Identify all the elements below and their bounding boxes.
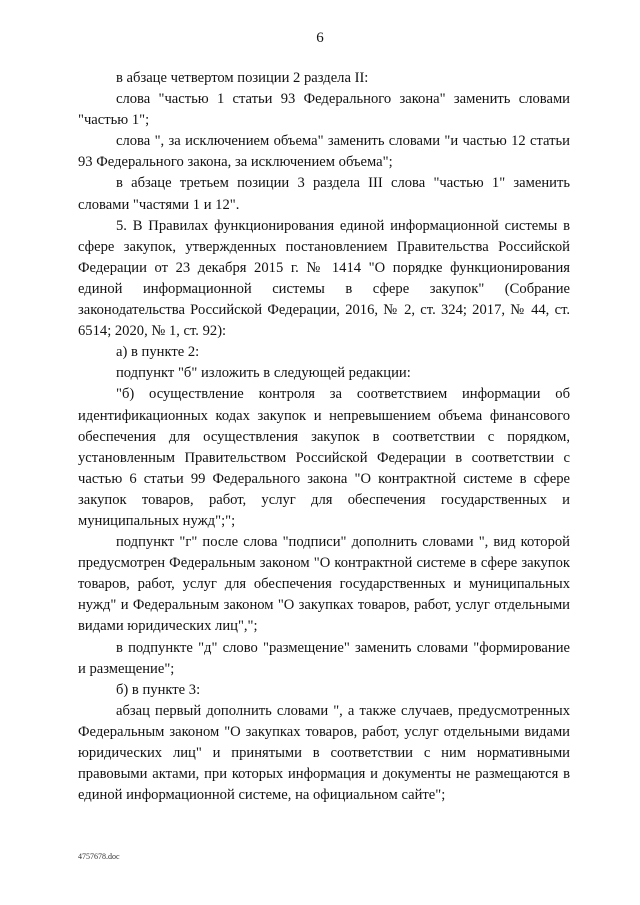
paragraph-12: абзац первый дополнить словами ", а также случаев, предусмотренных Федеральным законом "О закупках товаров, работ, услуг отдельными видами юридических лиц" и принятыми в соответствии с ним нормативными правовыми актами, при которых информация и документы не размещаются в единой информационной системе, на официальном сайте"; (78, 702, 570, 804)
paragraph-8: "б) осуществление контроля за соответствием информации об идентификационных кодах закупок и непревышением объема финансового обеспечения для осуществления закупок в соответствии с порядком, установленным Правительством Российской Федерации в соответствии с частью 6 статьи 99 Федерального закона "О контрактной системе в сфере закупок товаров, работ, услуг для обеспечения государственных и муниципальных нужд";"; (78, 386, 570, 529)
paragraph-7: подпункт "б" изложить в следующей редакции: (116, 365, 411, 382)
page-number: 6 (316, 30, 324, 46)
paragraph-4: в абзаце третьем позиции 3 раздела III слова "частью 1" заменить словами "частями 1 и 12". (78, 175, 570, 213)
paragraph-10: в подпункте "д" слово "размещение" заменить словами "формирование и размещение"; (78, 639, 570, 677)
paragraph-3: слова ", за исключением объема" заменить словами "и частью 12 статьи 93 Федерального закона, за исключением объема"; (78, 133, 570, 171)
paragraph-2: слова "частью 1 статьи 93 Федерального закона" заменить словами "частью 1"; (78, 91, 570, 129)
paragraph-6: а) в пункте 2: (116, 344, 200, 361)
document-body (78, 68, 570, 806)
paragraph-1: в абзаце четвертом позиции 2 раздела II: (116, 70, 369, 86)
file-name-footer: 4757678.doc (78, 852, 120, 861)
paragraph-11: б) в пункте 3: (116, 681, 201, 698)
paragraph-5: 5. В Правилах функционирования единой информационной системы в сфере закупок, утвержденных постановлением Правительства Российской Федерации от 23 декабря 2015 г. № 1414 "О порядке функционирования единой информационной системы в сфере закупок" (Собрание законодательства Российской Федерации, 2016, № 2, ст. 324; 2017, № 44, ст. 6514; 2020, № 1, ст. 92): (78, 217, 570, 340)
paragraph-9: подпункт "г" после слова "подписи" дополнить словами ", вид которой предусмотрен Федеральным законом "О контрактной системе в сфере закупок товаров, работ, услуг для обеспечения государственных и муниципальных нужд" и Федеральным законом "О закупках товаров, работ, услуг отдельными видами юридических лиц","; (78, 534, 570, 635)
